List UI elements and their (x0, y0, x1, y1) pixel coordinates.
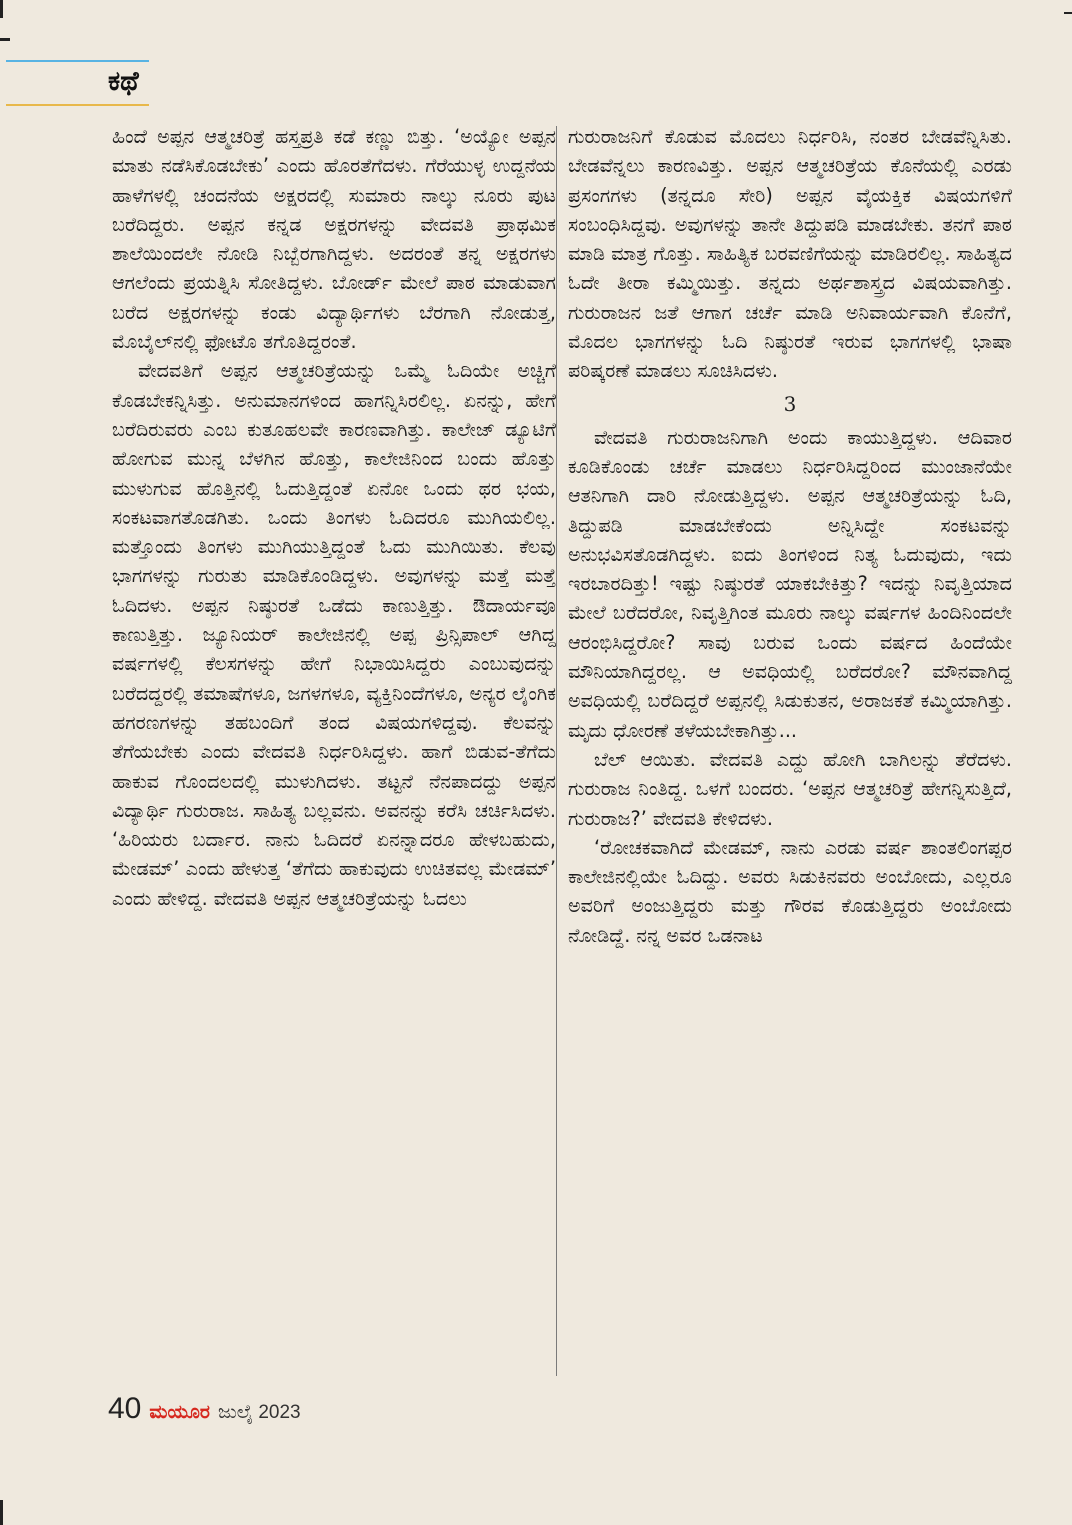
paragraph: ಗುರುರಾಜನಿಗೆ ಕೊಡುವ ಮೊದಲು ನಿರ್ಧರಿಸಿ, ನಂತರ ಬೇಡವೆನ್ನಿಸಿತು. ಬೇಡವೆನ್ನಲು ಕಾರಣವಿತ್ತು. ಅಪ್ಪನ ಆತ್ಮಚರಿತ್ರೆಯ ಕೊನೆಯಲ್ಲಿ ಎರಡು ಪ್ರಸಂಗಗಳು (ತನ್ನದೂ ಸೇರಿ) ಅಪ್ಪನ ವೈಯಕ್ತಿಕ ವಿಷಯಗಳಿಗೆ ಸಂಬಂಧಿಸಿದ್ದವು. ಅವುಗಳನ್ನು ತಾನೇ ತಿದ್ದುಪಡಿ ಮಾಡಬೇಕು. ತನಗೆ ಪಾಠ ಮಾಡಿ ಮಾತ್ರ ಗೊತ್ತು. ಸಾಹಿತ್ಯಿಕ ಬರವಣಿಗೆಯನ್ನು ಮಾಡಿರಲಿಲ್ಲ. ಸಾಹಿತ್ಯದ ಓದೇ ತೀರಾ ಕಮ್ಮಿಯಿತ್ತು. ತನ್ನದು ಅರ್ಥಶಾಸ್ತ್ರದ ವಿಷಯವಾಗಿತ್ತು. ಗುರುರಾಜನ ಜತೆ ಆಗಾಗ ಚರ್ಚೆ ಮಾಡಿ ಅನಿವಾರ್ಯವಾಗಿ ಕೊನೆಗೆ, ಮೊದಲ ಭಾಗಗಳನ್ನು ಓದಿ ನಿಷ್ಠುರತೆ ಇರುವ ಭಾಗಗಳಲ್ಲಿ ಭಾಷಾ ಪರಿಷ್ಕರಣೆ ಮಾಡಲು ಸೂಚಿಸಿದಳು. (568, 125, 1012, 383)
paragraph: ಬೆಲ್ ಆಯಿತು. ವೇದವತಿ ಎದ್ದು ಹೋಗಿ ಬಾಗಿಲನ್ನು ತೆರೆದಳು. ಗುರುರಾಜ ನಿಂತಿದ್ದ. ಒಳಗೆ ಬಂದರು. ‘ಅಪ್ಪನ ಆತ್ಮಚರಿತ್ರೆ ಹೇಗನ್ನಿಸುತ್ತಿದೆ, ಗುರುರಾಜ?’ ವೇದವತಿ ಕೇಳಿದಳು. (568, 747, 1012, 830)
issue-date: ಜುಲೈ 2023 (217, 1402, 301, 1423)
section-title: ಕಥೆ (108, 66, 139, 97)
page-number: 40 (108, 1392, 142, 1425)
magazine-logo: ಮಯೂರ (149, 1401, 210, 1423)
chapter-number: 3 (783, 391, 797, 416)
article-column-left (112, 122, 556, 913)
paragraph: ‘ರೋಚಕವಾಗಿದೆ ಮೇಡಮ್, ನಾನು ಎರಡು ವರ್ಷ ಶಾಂತಲಿಂಗಪ್ಪರ ಕಾಲೇಜಿನಲ್ಲಿಯೇ ಓದಿದ್ದು. ಅವರು ಸಿಡುಕಿನವರು ಅಂಬೋದು, ಎಲ್ಲರೂ ಅವರಿಗೆ ಅಂಜುತ್ತಿದ್ದರು ಮತ್ತು ಗೌರವ ಕೊಡುತ್ತಿದ್ದರು ಅಂಬೋದು ನೋಡಿದ್ದೆ. ನನ್ನ ಅವರ ಒಡನಾಟ (568, 835, 1012, 947)
paragraph: ಹಿಂದೆ ಅಪ್ಪನ ಆತ್ಮಚರಿತ್ರೆ ಹಸ್ತಪ್ರತಿ ಕಡೆ ಕಣ್ಣು ಬಿತ್ತು. ‘ಅಯ್ಯೋ ಅಪ್ಪನ ಮಾತು ನಡೆಸಿಕೊಡಬೇಕು’ ಎಂದು ಹೊರತೆಗೆದಳು. ಗೆರೆಯುಳ್ಳ ಉದ್ದನೆಯ ಹಾಳೆಗಳಲ್ಲಿ ಚಂದನೆಯ ಅಕ್ಷರದಲ್ಲಿ ಸುಮಾರು ನಾಲ್ಕು ನೂರು ಪುಟ ಬರೆದಿದ್ದರು. ಅಪ್ಪನ ಕನ್ನಡ ಅಕ್ಷರಗಳನ್ನು ವೇದವತಿ ಪ್ರಾಥಮಿಕ ಶಾಲೆಯಿಂದಲೇ ನೋಡಿ ನಿಬ್ಬೆರಗಾಗಿದ್ದಳು. ಅದರಂತೆ ತನ್ನ ಅಕ್ಷರಗಳು ಆಗಲೆಂದು ಪ್ರಯತ್ನಿಸಿ ಸೋತಿದ್ದಳು. ಬೋರ್ಡ್ ಮೇಲೆ ಪಾಠ ಮಾಡುವಾಗ ಬರೆದ ಅಕ್ಷರಗಳನ್ನು ಕಂಡು ವಿದ್ಯಾರ್ಥಿಗಳು ಬೆರಗಾಗಿ ನೋಡುತ್ತ, ಮೊಬೈಲ್‌ನಲ್ಲಿ ಫೋಟೊ ತಗೊತಿದ್ದರಂತೆ. (112, 125, 556, 354)
crop-mark (0, 0, 3, 18)
crop-mark (1064, 12, 1072, 14)
section-rule-bottom (6, 104, 149, 106)
article-column-right (568, 122, 1012, 950)
paragraph: ವೇದವತಿಗೆ ಅಪ್ಪನ ಆತ್ಮಚರಿತ್ರೆಯನ್ನು ಒಮ್ಮೆ ಓದಿಯೇ ಅಚ್ಚಿಗೆ ಕೊಡಬೇಕನ್ನಿಸಿತ್ತು. ಅನುಮಾನಗಳಿಂದ ಹಾಗನ್ನಿಸಿರಲಿಲ್ಲ. ಏನನ್ನು, ಹೇಗೆ ಬರೆದಿರುವರು ಎಂಬ ಕುತೂಹಲವೇ ಕಾರಣವಾಗಿತ್ತು. ಕಾಲೇಜ್ ಡ್ಯೂಟಿಗೆ ಹೋಗುವ ಮುನ್ನ ಬೆಳಗಿನ ಹೊತ್ತು, ಕಾಲೇಜಿನಿಂದ ಬಂದು ಹೊತ್ತು ಮುಳುಗುವ ಹೊತ್ತಿನಲ್ಲಿ ಓದುತ್ತಿದ್ದಂತೆ ಏನೋ ಒಂದು ಥರ ಭಯ, ಸಂಕಟವಾಗತೊಡಗಿತು. ಒಂದು ತಿಂಗಳು ಓದಿದರೂ ಮುಗಿಯಲಿಲ್ಲ. ಮತ್ತೊಂದು ತಿಂಗಳು ಮುಗಿಯುತ್ತಿದ್ದಂತೆ ಓದು ಮುಗಿಯಿತು. ಕೆಲವು ಭಾಗಗಳನ್ನು ಗುರುತು ಮಾಡಿಕೊಂಡಿದ್ದಳು. ಅವುಗಳನ್ನು ಮತ್ತೆ ಮತ್ತೆ ಓದಿದಳು. ಅಪ್ಪನ ನಿಷ್ಠುರತೆ ಒಡೆದು ಕಾಣುತ್ತಿತ್ತು. ಔದಾರ್ಯವೂ ಕಾಣುತ್ತಿತ್ತು. ಜ್ಯೂನಿಯರ್ ಕಾಲೇಜಿನಲ್ಲಿ ಅಪ್ಪ ಪ್ರಿನ್ಸಿಪಾಲ್ ಆಗಿದ್ದ ವರ್ಷಗಳಲ್ಲಿ ಕೆಲಸಗಳನ್ನು ಹೇಗೆ ನಿಭಾಯಿಸಿದ್ದರು ಎಂಬುವುದನ್ನು ಬರೆದದ್ದರಲ್ಲಿ ತಮಾಷೆಗಳೂ, ಜಗಳಗಳೂ, ವ್ಯಕ್ತಿನಿಂದೆಗಳೂ, ಅನ್ಯರ ಲೈಂಗಿಕ ಹಗರಣಗಳನ್ನು ತಹಬಂದಿಗೆ ತಂದ ವಿಷಯಗಳಿದ್ದವು. ಕೆಲವನ್ನು ತೆಗೆಯಬೇಕು ಎಂದು ವೇದವತಿ ನಿರ್ಧರಿಸಿದ್ದಳು. ಹಾಗೆ ಬಿಡುವ-ತೆಗೆದು ಹಾಕುವ ಗೊಂದಲದಲ್ಲಿ ಮುಳುಗಿದಳು. ತಟ್ಟನೆ ನೆನಪಾದದ್ದು ಅಪ್ಪನ ವಿದ್ಯಾರ್ಥಿ ಗುರುರಾಜ. ಸಾಹಿತ್ಯ ಬಲ್ಲವನು. ಅವನನ್ನು ಕರೆಸಿ ಚರ್ಚಿಸಿದಳು. ‘ಹಿರಿಯರು ಬರ್ದಾರ. ನಾನು ಓದಿದರೆ ಏನನ್ನಾದರೂ ಹೇಳಬಹುದು, ಮೇಡಮ್’ ಎಂದು ಹೇಳುತ್ತ ‘ತೆಗೆದು ಹಾಕುವುದು ಉಚಿತವಲ್ಲ ಮೇಡಮ್’ ಎಂದು ಹೇಳಿದ್ದ. ವೇದವತಿ ಅಪ್ಪನ ಆತ್ಮಚರಿತ್ರೆಯನ್ನು ಓದಲು (112, 359, 556, 910)
paragraph: ವೇದವತಿ ಗುರುರಾಜನಿಗಾಗಿ ಅಂದು ಕಾಯುತ್ತಿದ್ದಳು. ಆದಿವಾರ ಕೂಡಿಕೊಂಡು ಚರ್ಚೆ ಮಾಡಲು ನಿರ್ಧರಿಸಿದ್ದರಿಂದ ಮುಂಜಾನೆಯೇ ಆತನಿಗಾಗಿ ದಾರಿ ನೋಡುತ್ತಿದ್ದಳು. ಅಪ್ಪನ ಆತ್ಮಚರಿತ್ರೆಯನ್ನು ಓದಿ, ತಿದ್ದುಪಡಿ ಮಾಡಬೇಕೆಂದು ಅನ್ನಿಸಿದ್ದೇ ಸಂಕಟವನ್ನು ಅನುಭವಿಸತೊಡಗಿದ್ದಳು. ಐದು ತಿಂಗಳಿಂದ ನಿತ್ಯ ಓದುವುದು, ಇದು ಇರಬಾರದಿತ್ತು! ಇಷ್ಟು ನಿಷ್ಠುರತೆ ಯಾಕಬೇಕಿತ್ತು? ಇದನ್ನು ನಿವೃತ್ತಿಯಾದ ಮೇಲೆ ಬರೆದರೋ, ನಿವೃತ್ತಿಗಿಂತ ಮೂರು ನಾಲ್ಕು ವರ್ಷಗಳ ಹಿಂದಿನಿಂದಲೇ ಆರಂಭಿಸಿದ್ದರೋ? ಸಾವು ಬರುವ ಒಂದು ವರ್ಷದ ಹಿಂದೆಯೇ ಮೌನಿಯಾಗಿದ್ದರಲ್ಲ. ಆ ಅವಧಿಯಲ್ಲಿ ಬರೆದರೋ? ಮೌನವಾಗಿದ್ದ ಅವಧಿಯಲ್ಲಿ ಬರೆದಿದ್ದರೆ ಅಪ್ಪನಲ್ಲಿ ಸಿಡುಕುತನ, ಅರಾಜಕತೆ ಕಮ್ಮಿಯಾಗಿತ್ತು. ಮೃದು ಧೋರಣೆ ತಳೆಯಬೇಕಾಗಿತ್ತು... (568, 425, 1012, 742)
column-divider (556, 126, 557, 1376)
page-footer (108, 1392, 301, 1432)
crop-mark (0, 1500, 3, 1525)
crop-mark (0, 38, 10, 41)
